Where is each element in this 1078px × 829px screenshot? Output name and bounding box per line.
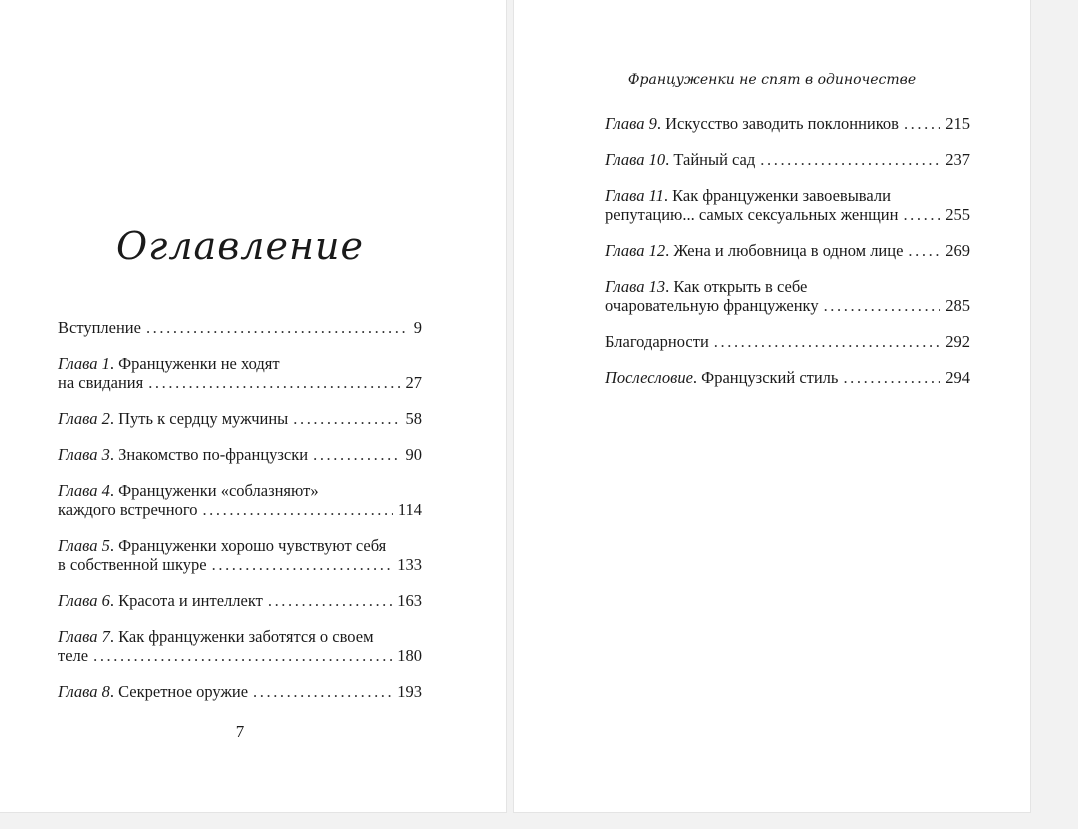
chapter-title: в собственной шкуре	[58, 555, 207, 574]
toc-entry	[58, 409, 422, 428]
toc-entry-line	[58, 591, 422, 610]
chapter-title: . Француженки хорошо чувствуют себя	[109, 536, 387, 555]
toc-entry-line	[605, 296, 970, 315]
chapter-title: . Секретное оружие	[109, 682, 249, 701]
toc-entry	[605, 241, 970, 260]
dot-leader	[843, 368, 940, 387]
chapter-title: теле	[58, 646, 89, 665]
toc-entry-line	[58, 373, 422, 392]
toc-entry	[58, 591, 422, 610]
page-ref: 58	[405, 409, 422, 428]
chapter-label: Глава 2	[58, 409, 110, 428]
toc-entry	[58, 627, 422, 665]
toc-entry	[58, 536, 422, 574]
toc-entry	[605, 368, 970, 387]
toc-entry	[605, 332, 970, 351]
toc-entry-line	[58, 409, 422, 428]
toc-list-left	[58, 318, 422, 718]
dot-leader	[253, 682, 392, 701]
chapter-title: Благодарности	[605, 332, 709, 351]
chapter-title: каждого встречного	[58, 500, 198, 519]
chapter-title: очаровательную француженку	[605, 296, 819, 315]
chapter-title: . Как открыть в себе	[665, 277, 808, 296]
toc-entry-line	[605, 186, 970, 205]
toc-entry-text	[58, 354, 280, 373]
toc-entry	[605, 150, 970, 169]
left-page	[0, 0, 507, 813]
page-ref: 114	[397, 500, 422, 519]
toc-entry-text	[58, 591, 263, 610]
chapter-label: Глава 13	[605, 277, 666, 296]
toc-entry-line	[605, 277, 970, 296]
toc-entry-line	[58, 555, 422, 574]
right-page	[513, 0, 1031, 813]
toc-entry-line	[605, 241, 970, 260]
toc-entry-text	[58, 409, 288, 428]
chapter-title: . Путь к сердцу мужчины	[109, 409, 289, 428]
toc-entry-line	[58, 627, 422, 646]
dot-leader	[202, 500, 392, 519]
toc-entry	[58, 318, 422, 337]
toc-entry-line	[58, 536, 422, 555]
dot-leader	[212, 555, 393, 574]
toc-entry-text	[605, 241, 903, 260]
toc-entry-text	[58, 500, 197, 519]
dot-leader	[146, 318, 409, 337]
dot-leader	[148, 373, 400, 392]
toc-entry-text	[605, 186, 891, 205]
toc-entry-text	[58, 445, 308, 464]
toc-entry-text	[58, 481, 319, 500]
dot-leader	[824, 296, 941, 315]
page-ref: 133	[397, 555, 422, 574]
toc-entry	[605, 186, 970, 224]
page-ref: 215	[945, 114, 970, 133]
dot-leader	[293, 409, 400, 428]
dot-leader	[908, 241, 940, 260]
chapter-label: Глава 3	[58, 445, 110, 464]
toc-entry-line	[58, 445, 422, 464]
toc-entry-text	[605, 277, 807, 296]
toc-entry-text	[58, 318, 141, 337]
page-ref: 285	[945, 296, 970, 315]
page-ref: 255	[945, 205, 970, 224]
page-ref: 193	[397, 682, 422, 701]
toc-entry-line	[58, 354, 422, 373]
chapter-label: Глава 12	[605, 241, 666, 260]
dot-leader	[714, 332, 940, 351]
chapter-label: Глава 10	[605, 150, 666, 169]
page-ref: 294	[945, 368, 970, 387]
chapter-label: Глава 1	[58, 354, 110, 373]
chapter-label: Послесловие	[605, 368, 693, 387]
toc-entry-text	[58, 646, 88, 665]
toc-entry-line	[605, 150, 970, 169]
toc-entry-line	[605, 114, 970, 133]
dot-leader	[760, 150, 940, 169]
chapter-title: Вступление	[58, 318, 141, 337]
toc-entry-text	[605, 296, 819, 315]
chapter-title: . Жена и любовница в одном лице	[665, 241, 904, 260]
toc-entry-line	[605, 368, 970, 387]
page-ref: 269	[945, 241, 970, 260]
toc-entry-text	[605, 332, 709, 351]
chapter-label: Глава 5	[58, 536, 110, 555]
toc-entry-line	[58, 481, 422, 500]
toc-entry-line	[58, 318, 422, 337]
chapter-title: . Француженки «соблазняют»	[109, 481, 319, 500]
page-ref: 163	[397, 591, 422, 610]
toc-entry-line	[605, 205, 970, 224]
chapter-title: на свидания	[58, 373, 144, 392]
toc-entry-text	[58, 373, 143, 392]
toc-entry	[58, 682, 422, 701]
toc-entry-text	[58, 555, 207, 574]
chapter-title: . Тайный сад	[665, 150, 756, 169]
toc-entry	[58, 445, 422, 464]
toc-entry-line	[58, 500, 422, 519]
chapter-label: Глава 7	[58, 627, 110, 646]
page-ref: 90	[405, 445, 422, 464]
chapter-title: . Как француженки заботятся о своем	[109, 627, 374, 646]
toc-entry-text	[605, 114, 899, 133]
page-ref: 9	[413, 318, 422, 337]
toc-entry-line	[605, 332, 970, 351]
chapter-title: . Как француженки завоевывали	[663, 186, 891, 205]
toc-entry-text	[605, 368, 838, 387]
page-ref: 237	[945, 150, 970, 169]
toc-entry-line	[58, 682, 422, 701]
toc-entry-text	[58, 682, 248, 701]
chapter-label: Глава 4	[58, 481, 110, 500]
page-ref: 180	[397, 646, 422, 665]
toc-entry	[605, 277, 970, 315]
chapter-label: Глава 6	[58, 591, 110, 610]
chapter-title: . Знакомство по-французски	[109, 445, 309, 464]
dot-leader	[903, 205, 940, 224]
toc-title: Оглавление	[115, 224, 364, 268]
toc-entry-text	[605, 205, 898, 224]
chapter-label: Глава 9	[605, 114, 657, 133]
toc-entry-text	[58, 627, 374, 646]
toc-list-right	[605, 114, 970, 404]
chapter-title: . Француженки не ходят	[109, 354, 280, 373]
chapter-title: . Искусство заводить поклонников	[656, 114, 899, 133]
toc-entry	[605, 114, 970, 133]
toc-entry	[58, 354, 422, 392]
chapter-label: Глава 8	[58, 682, 110, 701]
page-ref: 292	[945, 332, 970, 351]
toc-entry	[58, 481, 422, 519]
toc-entry-text	[605, 150, 755, 169]
chapter-label: Глава 11	[605, 186, 664, 205]
dot-leader	[93, 646, 392, 665]
chapter-title: . Красота и интеллект	[109, 591, 263, 610]
toc-entry-text	[58, 536, 386, 555]
page-ref: 27	[405, 373, 422, 392]
page-number: 7	[235, 722, 245, 741]
dot-leader	[268, 591, 392, 610]
running-head: Француженки не спят в одиночестве	[627, 72, 917, 88]
chapter-title: репутацию... самых сексуальных женщин	[605, 205, 899, 224]
toc-entry-line	[58, 646, 422, 665]
dot-leader	[313, 445, 400, 464]
chapter-title: . Французский стиль	[692, 368, 839, 387]
dot-leader	[904, 114, 940, 133]
